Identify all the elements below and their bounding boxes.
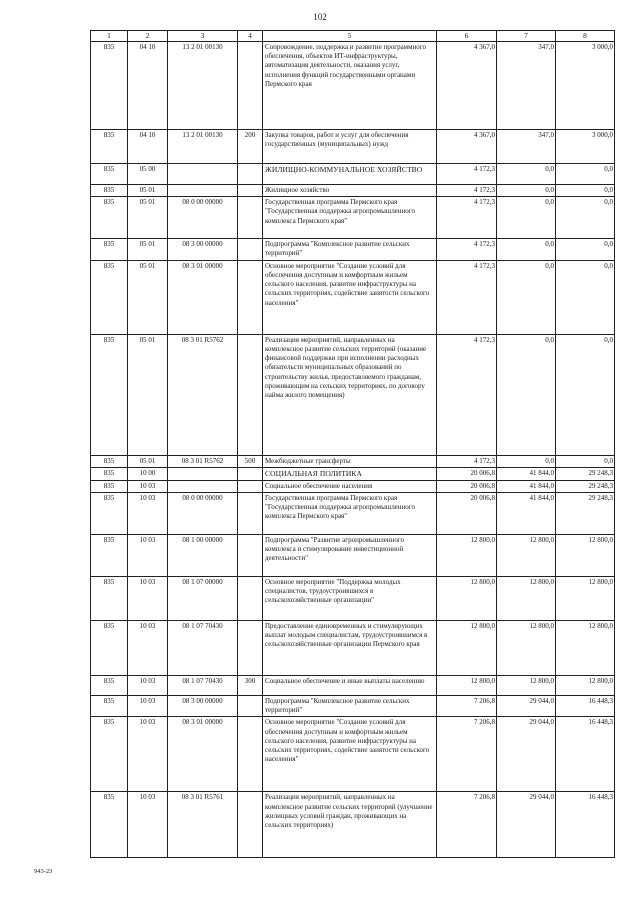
target-article-cell [168, 480, 238, 492]
amount-col8-cell: 29 248,3 [556, 480, 615, 492]
agency-code-cell: 835 [91, 534, 128, 576]
amount-col8-cell: 3 000,0 [556, 41, 615, 129]
amount-col6-cell: 20 006,8 [437, 467, 497, 480]
item-name-cell: Государственная программа Пермского края "Государственная поддержка агропромышленного комплекса Пермского края" [263, 197, 437, 239]
target-article-cell [168, 184, 238, 196]
amount-col7-cell: 29 044,0 [497, 792, 556, 858]
target-article-cell: 08 1 07 00000 [168, 576, 238, 620]
agency-code-cell: 835 [91, 163, 128, 184]
budget-table [90, 30, 615, 858]
amount-col7-cell: 347,0 [497, 41, 556, 129]
amount-col6-cell: 4 172,3 [437, 163, 497, 184]
expense-type-cell [238, 239, 263, 260]
amount-col6-cell: 4 172,3 [437, 197, 497, 239]
amount-col8-cell: 0,0 [556, 334, 615, 455]
section-code-cell: 10 03 [128, 492, 168, 534]
amount-col7-cell: 12 800,0 [497, 675, 556, 695]
expense-type-cell [238, 492, 263, 534]
target-article-cell: 08 1 07 70430 [168, 620, 238, 675]
amount-col7-cell: 0,0 [497, 334, 556, 455]
table-row [91, 534, 615, 576]
expense-type-cell [238, 480, 263, 492]
table-row [91, 197, 615, 239]
column-number: 2 [128, 31, 168, 42]
column-number: 3 [168, 31, 238, 42]
item-name-cell: ЖИЛИЩНО-КОММУНАЛЬНОЕ ХОЗЯЙСТВО [263, 163, 437, 184]
table-row [91, 695, 615, 716]
amount-col8-cell: 16 448,3 [556, 717, 615, 792]
amount-col7-cell: 0,0 [497, 197, 556, 239]
table-row [91, 792, 615, 858]
agency-code-cell: 835 [91, 41, 128, 129]
amount-col7-cell: 0,0 [497, 260, 556, 334]
item-name-cell: Межбюджетные трансферты [263, 455, 437, 467]
column-number-row [91, 31, 615, 42]
section-code-cell: 05 01 [128, 239, 168, 260]
target-article-cell: 08 3 00 00000 [168, 695, 238, 716]
item-name-cell: Основное мероприятие "Создание условий для обеспечения доступным и комфортным жильем сельского населения, развитие инфраструктуры на сельских территориях, содействие занятости сельского населения" [263, 717, 437, 792]
amount-col7-cell: 41 844,0 [497, 492, 556, 534]
table-row [91, 334, 615, 455]
amount-col8-cell: 29 248,3 [556, 492, 615, 534]
expense-type-cell: 200 [238, 129, 263, 163]
table-row [91, 455, 615, 467]
table-row [91, 620, 615, 675]
target-article-cell: 08 3 01 00000 [168, 260, 238, 334]
agency-code-cell: 835 [91, 620, 128, 675]
amount-col8-cell: 16 448,3 [556, 695, 615, 716]
amount-col8-cell: 12 800,0 [556, 620, 615, 675]
agency-code-cell: 835 [91, 334, 128, 455]
table-row [91, 184, 615, 196]
amount-col8-cell: 0,0 [556, 163, 615, 184]
amount-col6-cell: 4 367,0 [437, 41, 497, 129]
amount-col7-cell: 0,0 [497, 455, 556, 467]
amount-col6-cell: 4 367,0 [437, 129, 497, 163]
table-row [91, 129, 615, 163]
amount-col7-cell: 0,0 [497, 163, 556, 184]
section-code-cell: 10 03 [128, 717, 168, 792]
amount-col8-cell: 0,0 [556, 260, 615, 334]
amount-col8-cell: 29 248,3 [556, 467, 615, 480]
amount-col6-cell: 4 172,3 [437, 260, 497, 334]
table-row [91, 467, 615, 480]
target-article-cell: 08 3 01 00000 [168, 717, 238, 792]
amount-col6-cell: 7 206,8 [437, 717, 497, 792]
amount-col6-cell: 4 172,3 [437, 455, 497, 467]
item-name-cell: Государственная программа Пермского края "Государственная поддержка агропромышленного комплекса Пермского края" [263, 492, 437, 534]
amount-col8-cell: 0,0 [556, 239, 615, 260]
expense-type-cell: 300 [238, 675, 263, 695]
amount-col8-cell: 3 000,0 [556, 129, 615, 163]
expense-type-cell [238, 334, 263, 455]
item-name-cell: Сопровождение, поддержка и развитие программного обеспечения, объектов ИТ-инфраструктуры, автоматизация деятельности, оказания услуг, исполнения функций государственными органами Пермского края [263, 41, 437, 129]
section-code-cell: 04 10 [128, 41, 168, 129]
item-name-cell: Подпрограмма "Развитие агропромышленного комплекса и стимулирование инвестиционной деятельности" [263, 534, 437, 576]
amount-col7-cell: 41 844,0 [497, 467, 556, 480]
target-article-cell: 08 3 01 R5761 [168, 792, 238, 858]
section-code-cell: 10 03 [128, 480, 168, 492]
amount-col6-cell: 4 172,3 [437, 184, 497, 196]
agency-code-cell: 835 [91, 717, 128, 792]
target-article-cell: 08 1 00 00000 [168, 534, 238, 576]
amount-col6-cell: 20 006,8 [437, 480, 497, 492]
amount-col8-cell: 0,0 [556, 197, 615, 239]
table-row [91, 41, 615, 129]
section-code-cell: 10 03 [128, 792, 168, 858]
amount-col6-cell: 12 800,0 [437, 620, 497, 675]
amount-col7-cell: 29 044,0 [497, 695, 556, 716]
item-name-cell: Социальное обеспечение населения [263, 480, 437, 492]
expense-type-cell [238, 184, 263, 196]
target-article-cell: 08 0 00 00000 [168, 492, 238, 534]
amount-col8-cell: 16 448,3 [556, 792, 615, 858]
target-article-cell: 08 3 01 R5762 [168, 334, 238, 455]
footer-code: 943-23 [34, 868, 53, 875]
section-code-cell: 05 01 [128, 334, 168, 455]
expense-type-cell [238, 717, 263, 792]
column-number: 5 [263, 31, 437, 42]
agency-code-cell: 835 [91, 695, 128, 716]
item-name-cell: Основное мероприятие "Создание условий для обеспечения доступным и комфортным жильем сельского населения, развитие инфраструктуры на сельских территориях, содействие занятости сельского населения" [263, 260, 437, 334]
target-article-cell [168, 467, 238, 480]
amount-col7-cell: 12 800,0 [497, 534, 556, 576]
table-row [91, 260, 615, 334]
table-row [91, 163, 615, 184]
item-name-cell: Жилищное хозяйство [263, 184, 437, 196]
amount-col7-cell: 0,0 [497, 239, 556, 260]
amount-col7-cell: 41 844,0 [497, 480, 556, 492]
section-code-cell: 05 01 [128, 455, 168, 467]
expense-type-cell [238, 467, 263, 480]
expense-type-cell [238, 534, 263, 576]
agency-code-cell: 835 [91, 492, 128, 534]
amount-col7-cell: 0,0 [497, 184, 556, 196]
agency-code-cell: 835 [91, 129, 128, 163]
expense-type-cell [238, 576, 263, 620]
column-number: 4 [238, 31, 263, 42]
expense-type-cell [238, 695, 263, 716]
amount-col6-cell: 7 206,8 [437, 792, 497, 858]
target-article-cell: 13 2 01 00130 [168, 129, 238, 163]
expense-type-cell [238, 792, 263, 858]
column-number: 7 [497, 31, 556, 42]
amount-col6-cell: 12 800,0 [437, 675, 497, 695]
item-name-cell: Социальное обеспечение и иные выплаты населению [263, 675, 437, 695]
expense-type-cell [238, 197, 263, 239]
item-name-cell: Предоставление единовременных и стимулирующих выплат молодым специалистам, трудоустроившимся в сельскохозяйственные организации Пермского края [263, 620, 437, 675]
amount-col6-cell: 4 172,3 [437, 239, 497, 260]
target-article-cell: 08 1 07 70430 [168, 675, 238, 695]
agency-code-cell: 835 [91, 576, 128, 620]
page-number: 102 [313, 12, 327, 22]
target-article-cell [168, 163, 238, 184]
expense-type-cell: 500 [238, 455, 263, 467]
amount-col6-cell: 7 206,8 [437, 695, 497, 716]
item-name-cell: Реализация мероприятий, направленных на комплексное развитие сельских территорий (улучшение жилищных условий граждан, проживающих на сельских территориях) [263, 792, 437, 858]
agency-code-cell: 835 [91, 455, 128, 467]
section-code-cell: 05 01 [128, 184, 168, 196]
section-code-cell: 05 01 [128, 260, 168, 334]
section-code-cell: 05 01 [128, 197, 168, 239]
amount-col6-cell: 12 800,0 [437, 534, 497, 576]
target-article-cell: 13 2 01 00130 [168, 41, 238, 129]
item-name-cell: Реализация мероприятий, направленных на комплексное развитие сельских территорий (оказание финансовой поддержки при исполнении расходных обязательств муниципальных образований по строительству жилья, предоставляемого гражданам, проживающим на сельских территориях, по договору найма жилого помещения) [263, 334, 437, 455]
table-row [91, 576, 615, 620]
agency-code-cell: 835 [91, 197, 128, 239]
expense-type-cell [238, 260, 263, 334]
item-name-cell: Основное мероприятие "Поддержка молодых специалистов, трудоустроившихся в сельскохозяйственные организации" [263, 576, 437, 620]
amount-col6-cell: 20 006,8 [437, 492, 497, 534]
amount-col8-cell: 0,0 [556, 184, 615, 196]
target-article-cell: 08 3 00 00000 [168, 239, 238, 260]
amount-col7-cell: 12 800,0 [497, 620, 556, 675]
agency-code-cell: 835 [91, 184, 128, 196]
amount-col8-cell: 12 800,0 [556, 675, 615, 695]
agency-code-cell: 835 [91, 239, 128, 260]
amount-col6-cell: 4 172,3 [437, 334, 497, 455]
section-code-cell: 10 00 [128, 467, 168, 480]
table-row [91, 717, 615, 792]
table-row [91, 239, 615, 260]
section-code-cell: 10 03 [128, 695, 168, 716]
agency-code-cell: 835 [91, 260, 128, 334]
amount-col8-cell: 12 800,0 [556, 534, 615, 576]
section-code-cell: 10 03 [128, 620, 168, 675]
agency-code-cell: 835 [91, 792, 128, 858]
column-number: 8 [556, 31, 615, 42]
item-name-cell: СОЦИАЛЬНАЯ ПОЛИТИКА [263, 467, 437, 480]
section-code-cell: 10 03 [128, 534, 168, 576]
amount-col7-cell: 347,0 [497, 129, 556, 163]
amount-col6-cell: 12 800,0 [437, 576, 497, 620]
agency-code-cell: 835 [91, 467, 128, 480]
table-row [91, 675, 615, 695]
agency-code-cell: 835 [91, 480, 128, 492]
section-code-cell: 10 03 [128, 576, 168, 620]
expense-type-cell [238, 163, 263, 184]
amount-col8-cell: 0,0 [556, 455, 615, 467]
expense-type-cell [238, 41, 263, 129]
table-row [91, 492, 615, 534]
table-row [91, 480, 615, 492]
target-article-cell: 08 3 01 R5762 [168, 455, 238, 467]
agency-code-cell: 835 [91, 675, 128, 695]
target-article-cell: 08 0 00 00000 [168, 197, 238, 239]
amount-col7-cell: 29 044,0 [497, 717, 556, 792]
item-name-cell: Подпрограмма "Комплексное развитие сельских территорий" [263, 695, 437, 716]
item-name-cell: Закупка товаров, работ и услуг для обеспечения государственных (муниципальных) нужд [263, 129, 437, 163]
column-number: 6 [437, 31, 497, 42]
section-code-cell: 05 00 [128, 163, 168, 184]
item-name-cell: Подпрограмма "Комплексное развитие сельских территорий" [263, 239, 437, 260]
amount-col8-cell: 12 800,0 [556, 576, 615, 620]
section-code-cell: 10 03 [128, 675, 168, 695]
column-number: 1 [91, 31, 128, 42]
expense-type-cell [238, 620, 263, 675]
section-code-cell: 04 10 [128, 129, 168, 163]
amount-col7-cell: 12 800,0 [497, 576, 556, 620]
